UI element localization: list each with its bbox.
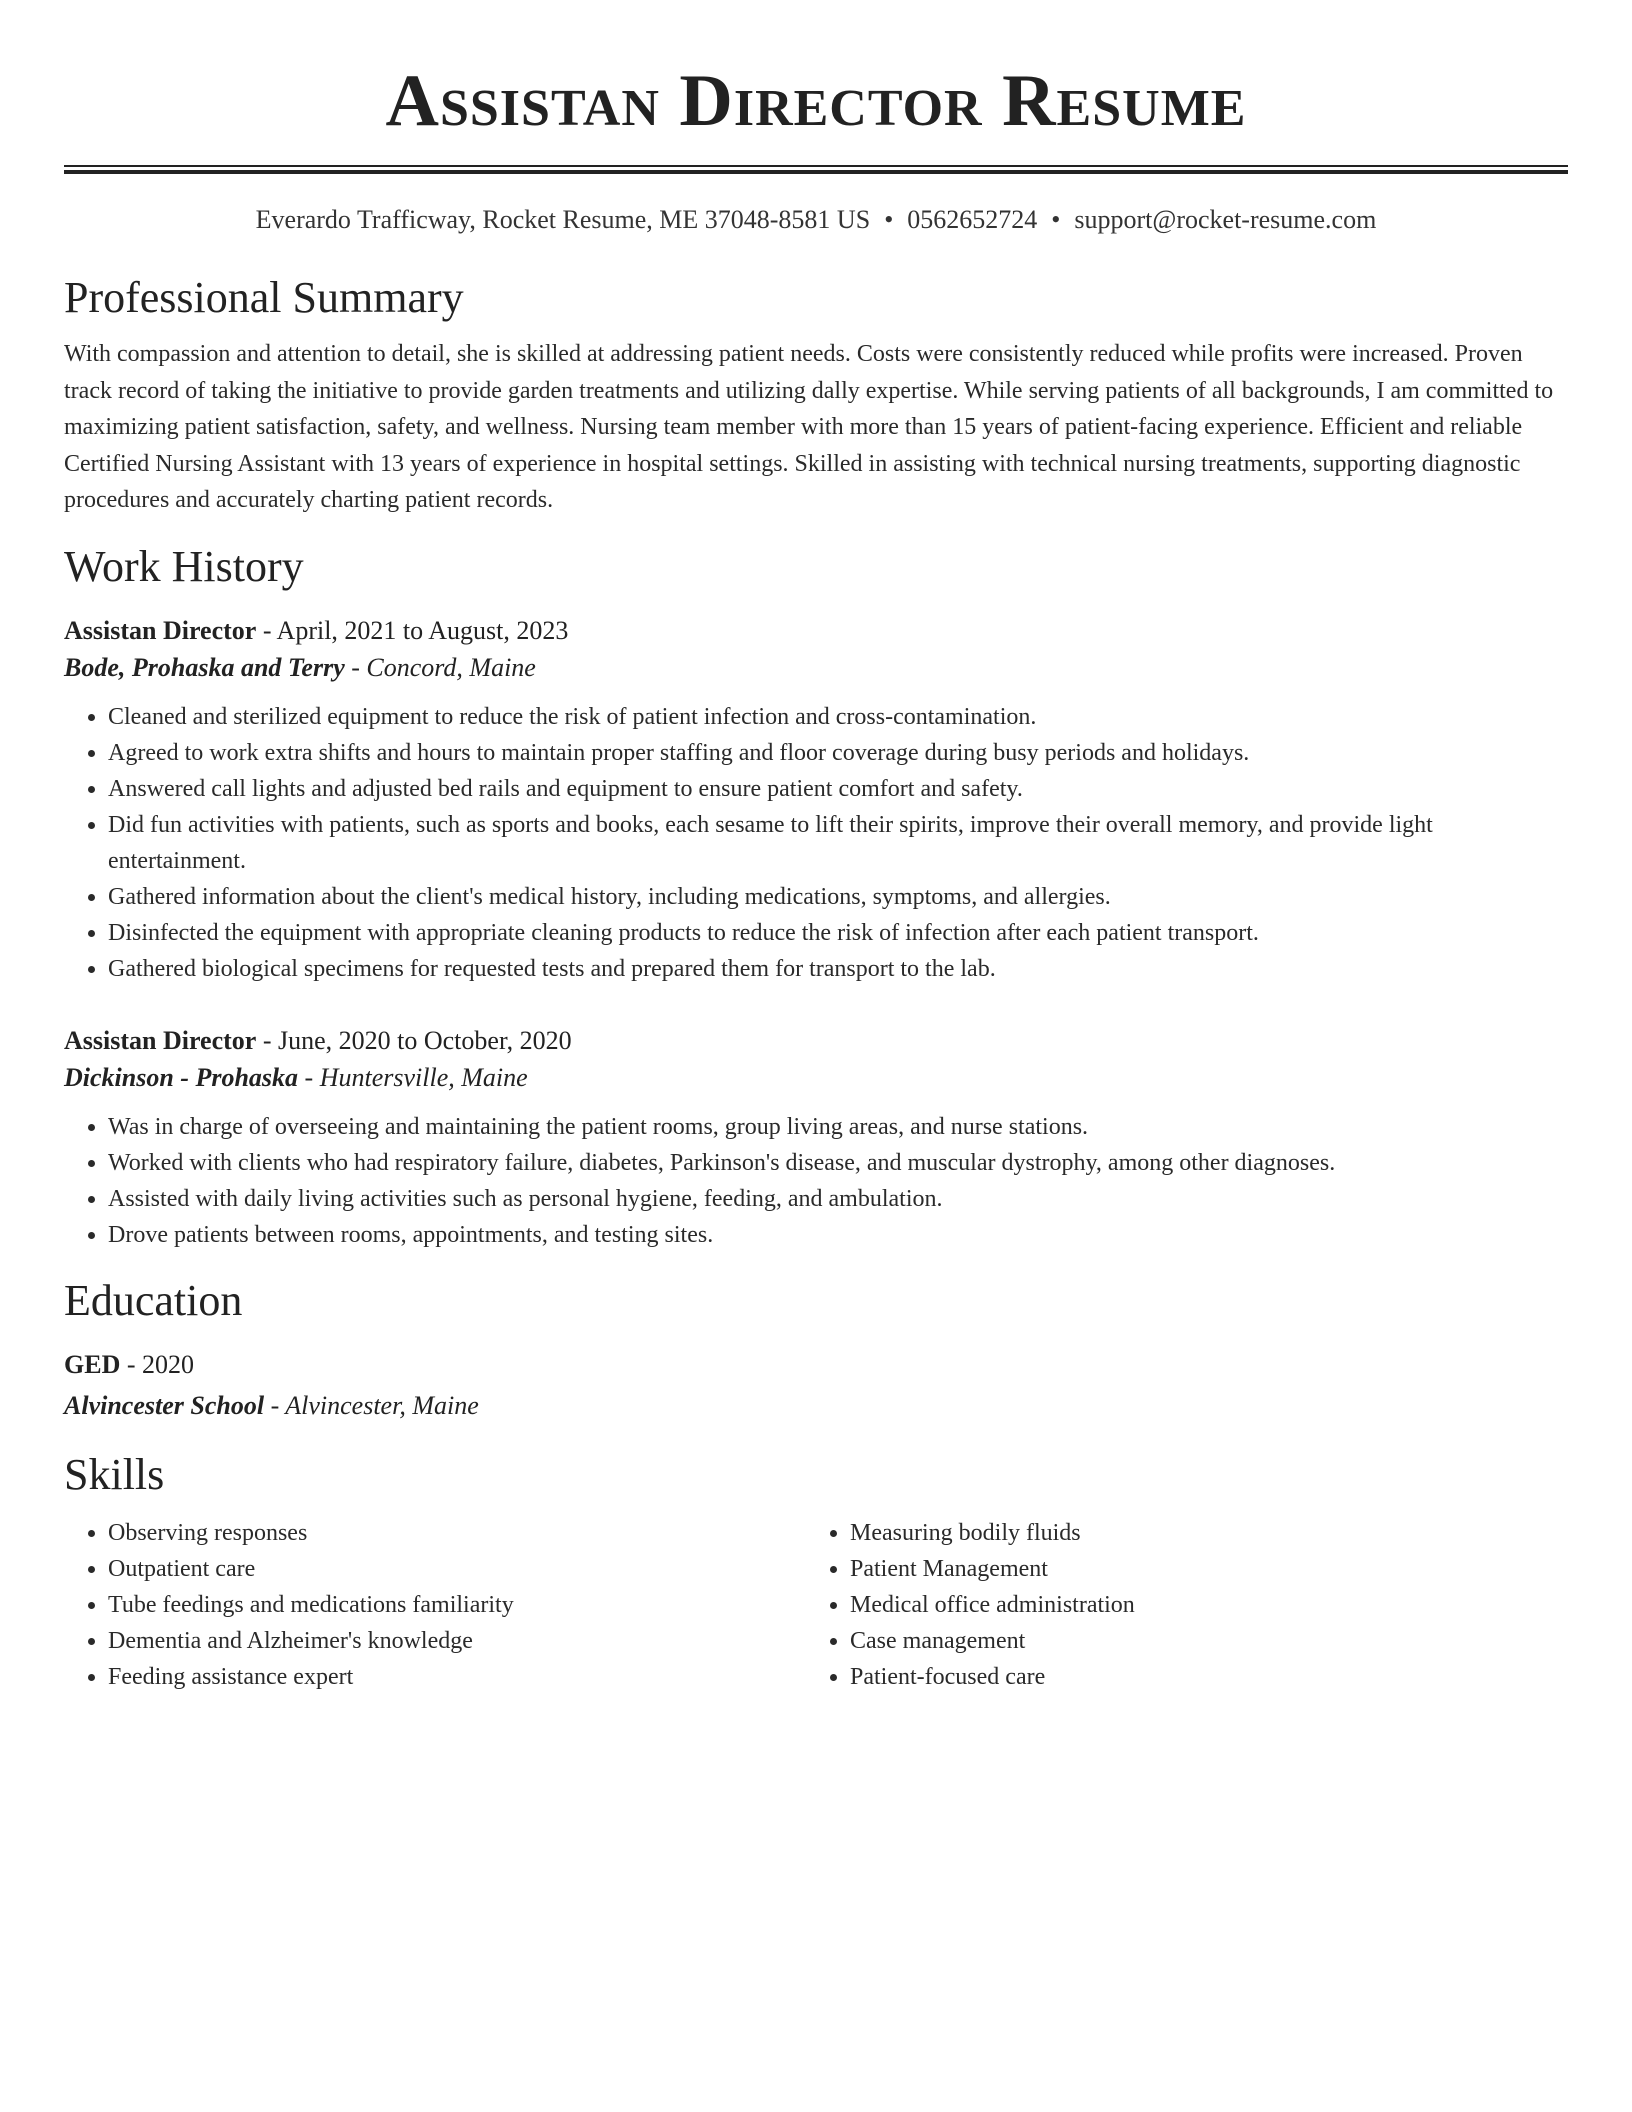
job-duty: • Gathered information about the client's medical history, including medications, symptoms, and allergies. <box>108 879 1568 915</box>
education-degree-line <box>64 1347 1568 1383</box>
skill-item: • Medical office administration <box>850 1587 1568 1623</box>
job-duty: • Worked with clients who had respiratory failure, diabetes, Parkinson's disease, and muscular dystrophy, among other diagnoses. <box>108 1145 1568 1181</box>
skill-item: • Observing responses <box>108 1515 806 1551</box>
summary-text: With compassion and attention to detail, she is skilled at addressing patient needs. Costs were consistently reduced while profits were increased. Proven track record of taking the initiative to provide garden treatments and utilizing dally expertise. While serving patients of all backgrounds, I am committed to maximizing patient satisfaction, safety, and wellness. Nursing team member with more than 15 years of patient-facing experience. Efficient and reliable Certified Nursing Assistant with 13 years of experience in hospital settings. Skilled in assisting with technical nursing treatments, supporting diagnostic procedures and accurately charting patient records. <box>64 341 1554 513</box>
education-degree: GED <box>64 1349 121 1379</box>
job-location: - Concord, Maine <box>344 652 536 682</box>
job-company: Bode, Prohaska and Terry <box>64 652 345 682</box>
summary-heading: Professional Summary <box>64 273 464 322</box>
job-title: Assistan Director <box>64 615 257 645</box>
job-location: - Huntersville, Maine <box>298 1062 528 1092</box>
work-history-heading: Work History <box>64 541 304 591</box>
job-dates: - June, 2020 to October, 2020 <box>256 1025 572 1055</box>
skill-item: • Tube feedings and medications familiarity <box>108 1587 806 1623</box>
job-duty: • Was in charge of overseeing and maintaining the patient rooms, group living areas, and nurse stations. <box>108 1109 1568 1145</box>
job-duty: • Did fun activities with patients, such as sports and books, each sesame to lift their spirits, improve their overall memory, and provide light entertainment. <box>108 807 1568 879</box>
education-school: Alvincester School <box>64 1390 265 1420</box>
contact-address: Everardo Trafficway, Rocket Resume, ME 37048-8581 US <box>255 205 871 234</box>
skills-columns <box>64 1515 1568 1695</box>
job-title-line <box>64 1023 1568 1059</box>
job-duty: • Agreed to work extra shifts and hours to maintain proper staffing and floor coverage during busy periods and holidays. <box>108 735 1568 771</box>
contact-separator: • <box>884 205 894 234</box>
skills-list-right <box>806 1515 1568 1695</box>
skill-item: • Outpatient care <box>108 1551 806 1587</box>
job-dates: - April, 2021 to August, 2023 <box>256 615 569 645</box>
job-entry <box>64 1023 1568 1253</box>
title-divider <box>64 165 1568 174</box>
skill-item: • Measuring bodily fluids <box>850 1515 1568 1551</box>
job-duty: • Assisted with daily living activities such as personal hygiene, feeding, and ambulation. <box>108 1181 1568 1217</box>
skill-item: • Patient-focused care <box>850 1659 1568 1695</box>
education-location: - Alvincester, Maine <box>264 1390 479 1420</box>
job-duty: • Drove patients between rooms, appointments, and testing sites. <box>108 1217 1568 1253</box>
job-employer-line <box>64 1059 1568 1097</box>
contact-line <box>64 204 1568 236</box>
job-entry <box>64 613 1568 987</box>
skill-item: • Feeding assistance expert <box>108 1659 806 1695</box>
contact-email: support@rocket-resume.com <box>1074 205 1377 234</box>
job-duties-list <box>64 699 1568 987</box>
job-title: Assistan Director <box>64 1025 257 1055</box>
resume-title: Assistan Director Resume <box>385 60 1247 142</box>
job-company: Dickinson - Prohaska <box>64 1062 299 1092</box>
skills-heading: Skills <box>64 1449 165 1499</box>
skills-list-left <box>64 1515 806 1695</box>
skill-item: • Patient Management <box>850 1551 1568 1587</box>
job-duty: • Disinfected the equipment with appropriate cleaning products to reduce the risk of infection after each patient transport. <box>108 915 1568 951</box>
job-duties-list <box>64 1109 1568 1253</box>
skill-item: • Dementia and Alzheimer's knowledge <box>108 1623 806 1659</box>
education-school-line <box>64 1387 1568 1425</box>
job-title-line <box>64 613 1568 649</box>
education-year: - 2020 <box>120 1349 195 1379</box>
job-duty: • Gathered biological specimens for requested tests and prepared them for transport to the lab. <box>108 951 1568 987</box>
job-duty: • Answered call lights and adjusted bed rails and equipment to ensure patient comfort and safety. <box>108 771 1568 807</box>
contact-phone: 0562652724 <box>907 205 1038 234</box>
education-heading: Education <box>64 1275 243 1325</box>
contact-separator: • <box>1051 205 1061 234</box>
job-duty: • Cleaned and sterilized equipment to reduce the risk of patient infection and cross-contamination. <box>108 699 1568 735</box>
job-employer-line <box>64 649 1568 687</box>
skill-item: • Case management <box>850 1623 1568 1659</box>
